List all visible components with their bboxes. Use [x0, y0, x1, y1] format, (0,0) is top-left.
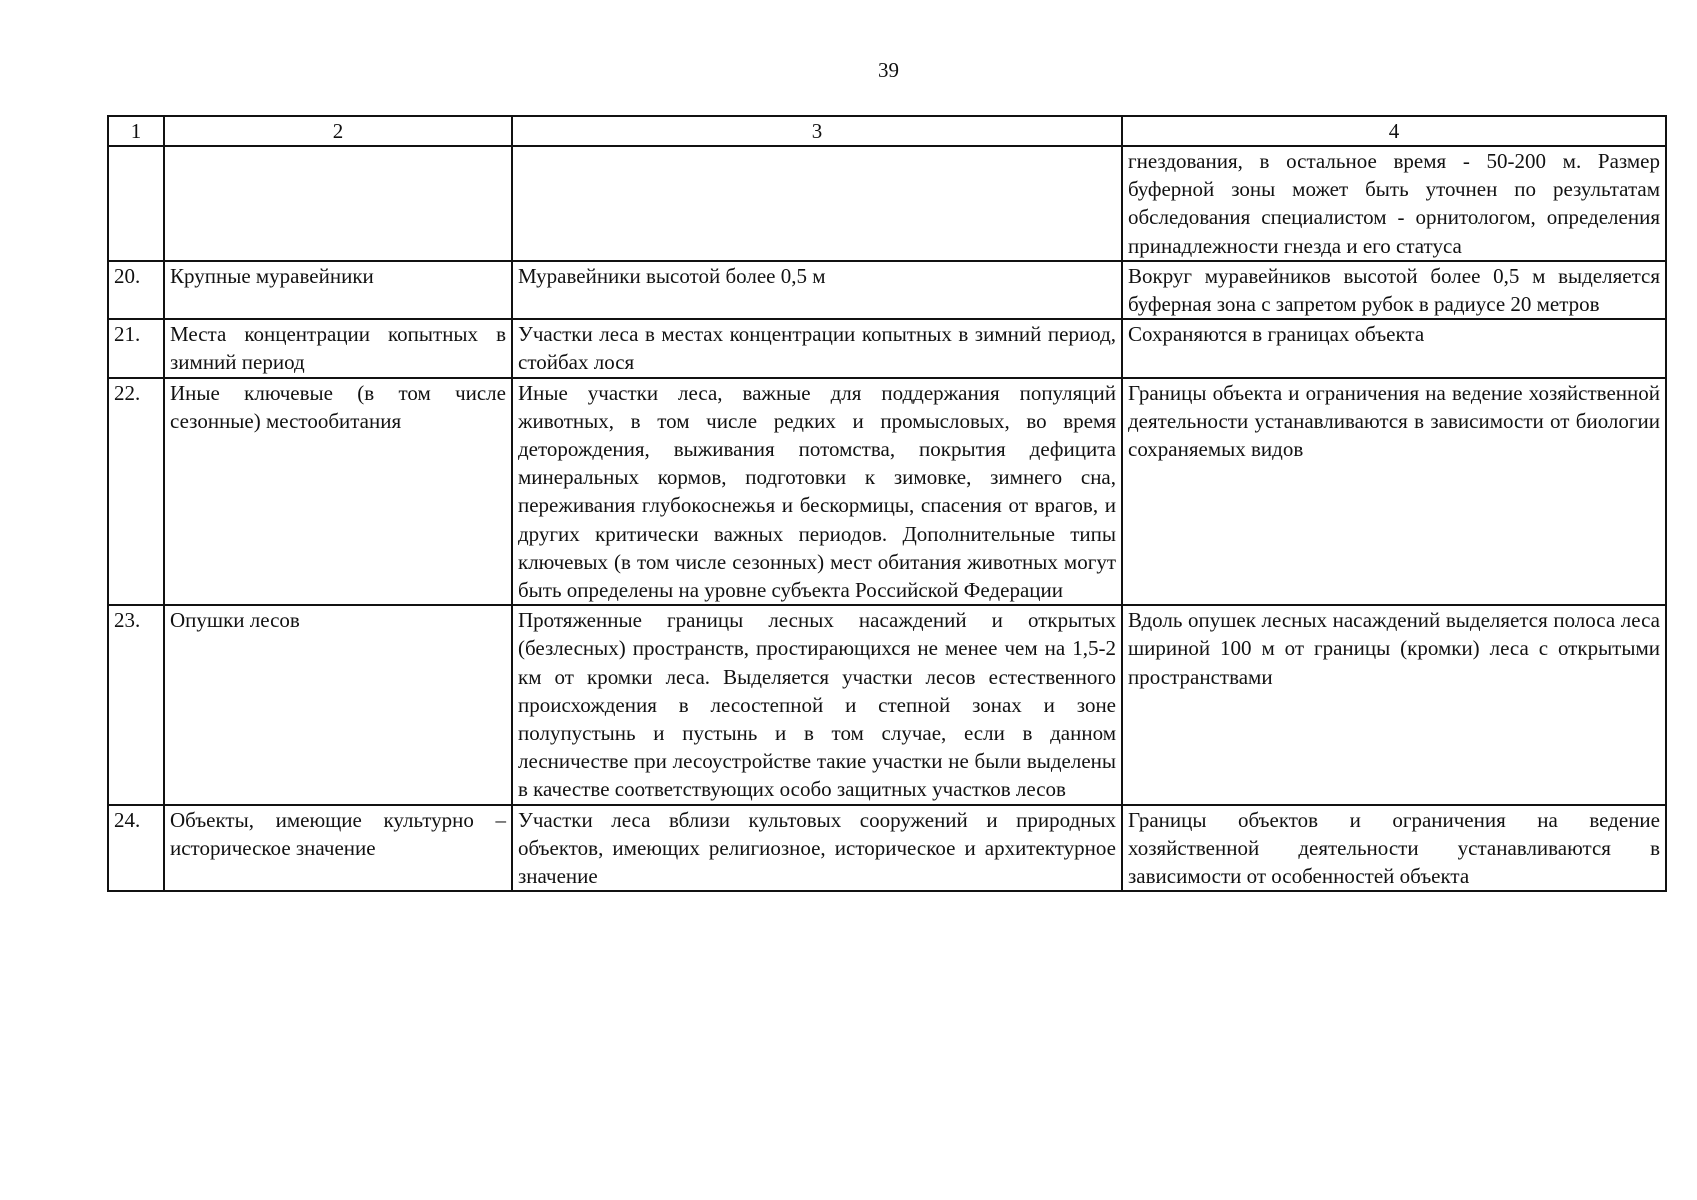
measures-cell: Сохраняются в границах объекта [1122, 319, 1666, 377]
measures-cell: Вокруг муравейников высотой более 0,5 м выделяется буферная зона с запретом рубок в радиусе 20 метров [1122, 261, 1666, 319]
table-header-row [108, 116, 1666, 146]
header-cell: 2 [164, 116, 512, 146]
object-name-cell: Места концентрации копытных в зимний период [164, 319, 512, 377]
row-number-cell: 21. [108, 319, 164, 377]
description-cell [512, 146, 1122, 261]
measures-cell: Вдоль опушек лесных насаждений выделяется полоса леса шириной 100 м от границы (кромки) леса с открытыми пространствами [1122, 605, 1666, 804]
page-number: 39 [878, 58, 899, 82]
table-row [108, 378, 1666, 606]
description-cell: Муравейники высотой более 0,5 м [512, 261, 1122, 319]
protection-table [107, 115, 1667, 892]
row-number-cell: 22. [108, 378, 164, 606]
measures-cell: гнездования, в остальное время - 50-200 м. Размер буферной зоны может быть уточнен по результатам обследования специалистом - орнитологом, определения принадлежности гнезда и его статуса [1122, 146, 1666, 261]
description-cell: Протяженные границы лесных насаждений и открытых (безлесных) пространств, простирающихся не менее чем на 1,5-2 км от кромки леса. Выделяется участки лесов естественного происхождения в лесостепной и степной зонах и зоне полупустынь и пустынь и в том случае, если в данном лесничестве при лесоустройстве такие участки не были выделены в качестве соответствующих особо защитных участков лесов [512, 605, 1122, 804]
object-name-cell: Объекты, имеющие культурно – историческое значение [164, 805, 512, 892]
object-name-cell: Опушки лесов [164, 605, 512, 804]
object-name-cell: Крупные муравейники [164, 261, 512, 319]
table-row [108, 146, 1666, 261]
object-name-cell [164, 146, 512, 261]
table-row [108, 319, 1666, 377]
table-row [108, 261, 1666, 319]
object-name-cell: Иные ключевые (в том числе сезонные) местообитания [164, 378, 512, 606]
description-cell: Иные участки леса, важные для поддержания популяций животных, в том числе редких и промысловых, во время деторождения, выживания потомства, покрытия дефицита минеральных кормов, подготовки к зимовке, зимнего сна, переживания глубокоснежья и бескормицы, спасения от врагов, и других критически важных периодов. Дополнительные типы ключевых (в том числе сезонных) мест обитания животных могут быть определены на уровне субъекта Российской Федерации [512, 378, 1122, 606]
row-number-cell: 23. [108, 605, 164, 804]
row-number-cell: 24. [108, 805, 164, 892]
description-cell: Участки леса в местах концентрации копытных в зимний период, стойбах лося [512, 319, 1122, 377]
measures-cell: Границы объектов и ограничения на ведение хозяйственной деятельности устанавливаются в зависимости от особенностей объекта [1122, 805, 1666, 892]
table-row [108, 605, 1666, 804]
header-cell: 3 [512, 116, 1122, 146]
header-cell: 1 [108, 116, 164, 146]
header-cell: 4 [1122, 116, 1666, 146]
table-row [108, 805, 1666, 892]
row-number-cell: 20. [108, 261, 164, 319]
row-number-cell [108, 146, 164, 261]
description-cell: Участки леса вблизи культовых сооружений и природных объектов, имеющих религиозное, историческое и архитектурное значение [512, 805, 1122, 892]
measures-cell: Границы объекта и ограничения на ведение хозяйственной деятельности устанавливаются в зависимости от биологии сохраняемых видов [1122, 378, 1666, 606]
